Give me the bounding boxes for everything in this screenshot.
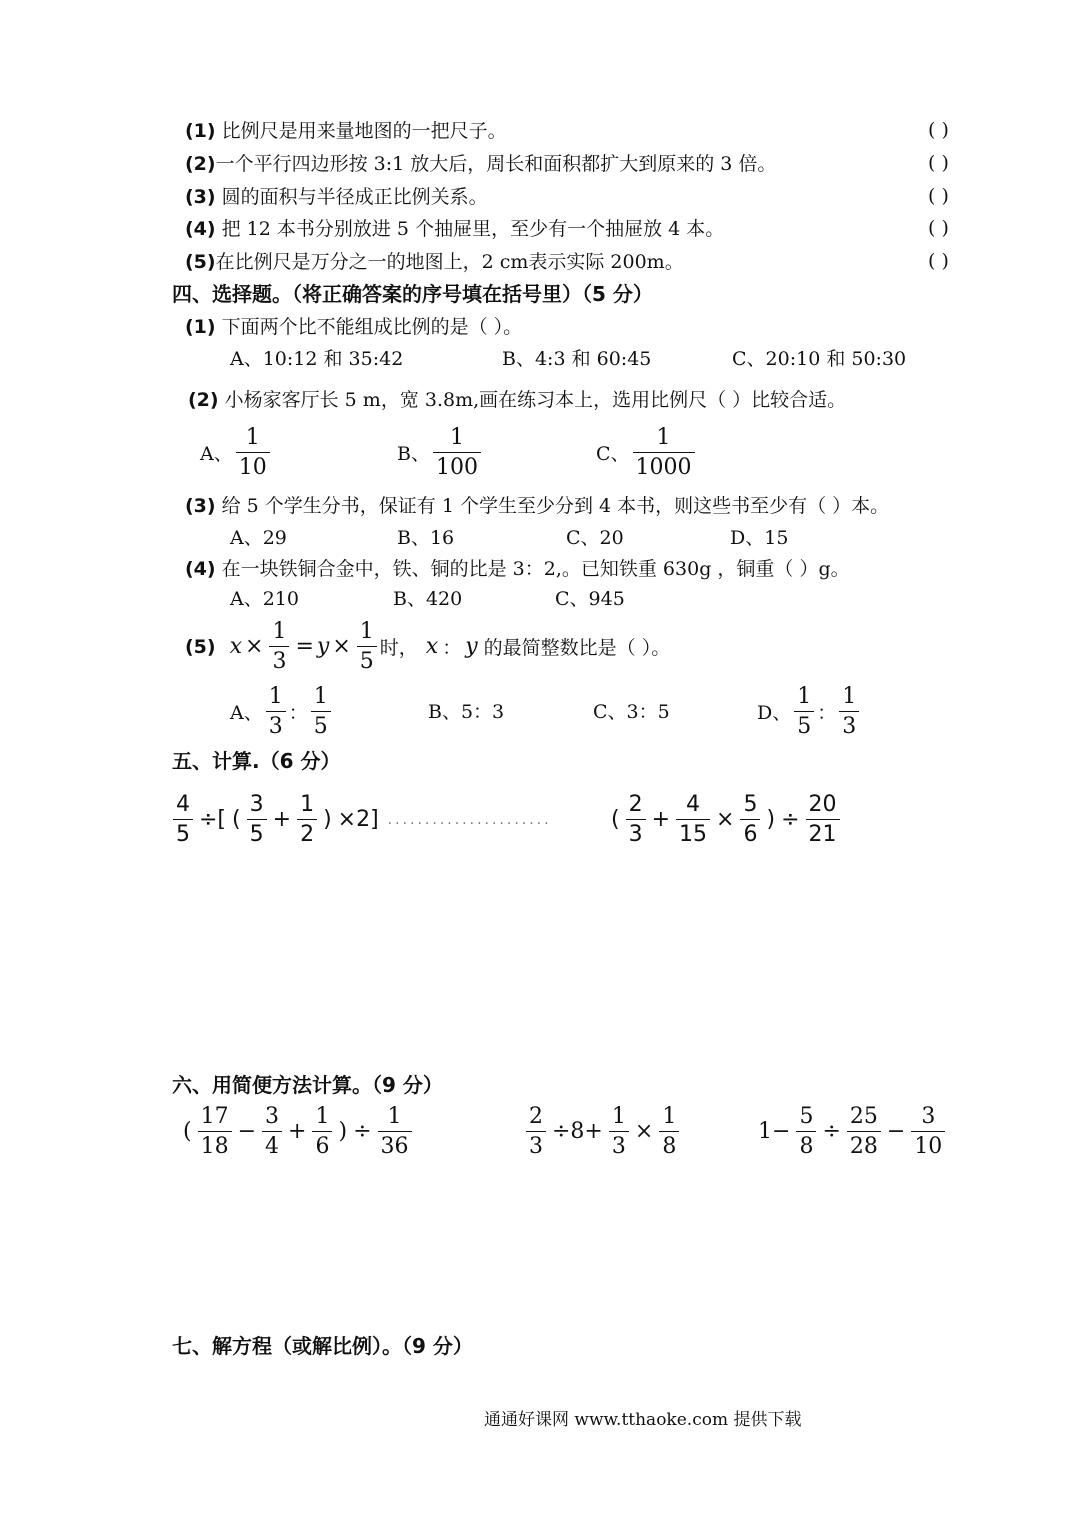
fraction: $\frac{1}{5}$ — [357, 620, 377, 673]
section5-title: 五、计算.（6 分） — [172, 749, 341, 773]
q4-option-c: C、945 — [555, 588, 625, 610]
q4-option-a: A、210 — [230, 588, 299, 610]
q1-option-c: C、20:10 和 50:30 — [732, 348, 907, 370]
fraction: $\frac{25}{28}$ — [847, 1105, 881, 1158]
fraction: $\frac{3}{5}$ — [247, 793, 267, 846]
fraction: $\frac{1}{36}$ — [378, 1105, 412, 1158]
fraction: $\frac{1}{3}$ — [839, 685, 859, 738]
q2-option-c: C、 $\frac{1}{1000}$ — [596, 426, 698, 479]
fraction: $\frac{1}{1000}$ — [633, 426, 695, 479]
judge-paren-1: ( ) — [928, 119, 949, 141]
q3-text: (3) 给 5 个学生分书，保证有 1 个学生至少分到 4 本书，则这些书至少有（ ）本。 — [185, 495, 890, 517]
fraction: $\frac{17}{18}$ — [198, 1105, 232, 1158]
q4-option-b: B、420 — [393, 588, 463, 610]
calc-expression-1: $\frac{4}{5}$ ÷[ ( $\frac{3}{5}$ + $\frac{1}{2}$ ) ×2] ...................... — [170, 793, 552, 846]
q2-text: (2) 小杨家客厅长 5 m，宽 3.8m,画在练习本上，选用比例尺（ ）比较合适。 — [188, 389, 847, 411]
q4-text: (4) 在一块铁铜合金中，铁、铜的比是 3：2,。已知铁重 630g ，铜重（ ）g。 — [185, 558, 850, 580]
simplify-expression-3: 1− $\frac{5}{8}$ ÷ $\frac{25}{28}$ − $\frac{3}{10}$ — [755, 1105, 948, 1158]
fraction: $\frac{1}{10}$ — [236, 426, 270, 479]
section7-title: 七、解方程（或解比例）。（9 分） — [172, 1334, 473, 1358]
q3-option-a: A、29 — [230, 527, 287, 549]
fraction: $\frac{1}{8}$ — [659, 1105, 679, 1158]
fraction: $\frac{1}{3}$ — [269, 620, 289, 673]
q3-option-d: D、15 — [730, 527, 789, 549]
q5-option-b: B、5：3 — [428, 701, 505, 723]
dotted-leader: ...................... — [387, 811, 552, 828]
judge-item-4: (4) 把 12 本书分别放进 5 个抽屉里，至少有一个抽屉放 4 本。 — [185, 218, 725, 240]
footer-text: 通通好课网 www.tthaoke.com 提供下载 — [484, 1410, 802, 1430]
q1-option-b: B、4:3 和 60:45 — [502, 348, 652, 370]
fraction: $\frac{5}{8}$ — [796, 1105, 816, 1158]
judge-item-3: (3) 圆的面积与半径成正比例关系。 — [185, 186, 488, 208]
fraction: $\frac{1}{3}$ — [609, 1105, 629, 1158]
simplify-expression-1: ( $\frac{17}{18}$ − $\frac{3}{4}$ + $\frac{1}{6}$ ) ÷ $\frac{1}{36}$ — [180, 1105, 415, 1158]
fraction: $\frac{1}{6}$ — [312, 1105, 332, 1158]
judge-paren-3: ( ) — [928, 185, 949, 207]
fraction: $\frac{1}{2}$ — [297, 793, 317, 846]
judge-item-5: (5)在比例尺是万分之一的地图上，2 cm表示实际 200m。 — [185, 251, 684, 273]
fraction: $\frac{4}{5}$ — [173, 793, 193, 846]
q5-option-c: C、3：5 — [593, 701, 670, 723]
calc-expression-2: ( $\frac{2}{3}$ + $\frac{4}{15}$ × $\frac{5}{6}$ ) ÷ $\frac{20}{21}$ — [608, 793, 843, 846]
section4-title: 四、选择题。（将正确答案的序号填在括号里）（5 分） — [172, 282, 653, 306]
fraction: $\frac{1}{100}$ — [433, 426, 481, 479]
q5-option-a: A、 $\frac{1}{3}$ ： $\frac{1}{5}$ — [230, 685, 334, 738]
judge-item-1: (1) 比例尺是用来量地图的一把尺子。 — [185, 120, 507, 142]
q5-text: (5) x × $\frac{1}{3}$ = y × $\frac{1}{5}$ 时， x ： y 的最简整数比是（ ）。 — [185, 619, 671, 675]
q2-option-a: A、 $\frac{1}{10}$ — [200, 426, 273, 479]
fraction: $\frac{2}{3}$ — [626, 793, 646, 846]
simplify-expression-2: $\frac{2}{3}$ ÷8+ $\frac{1}{3}$ × $\frac{1}{8}$ — [523, 1105, 682, 1158]
q5-option-d: D、 $\frac{1}{5}$ ： $\frac{1}{3}$ — [757, 685, 862, 738]
fraction: $\frac{3}{4}$ — [262, 1105, 282, 1158]
q1-option-a: A、10:12 和 35:42 — [230, 348, 404, 370]
q3-option-c: C、20 — [566, 527, 624, 549]
fraction: $\frac{1}{5}$ — [794, 685, 814, 738]
q1-text: (1) 下面两个比不能组成比例的是（ ）。 — [185, 316, 523, 338]
fraction: $\frac{3}{10}$ — [911, 1105, 945, 1158]
fraction: $\frac{1}{3}$ — [266, 685, 286, 738]
fraction: $\frac{4}{15}$ — [676, 793, 710, 846]
section6-title: 六、用简便方法计算。（9 分） — [172, 1073, 443, 1097]
q3-option-b: B、16 — [397, 527, 455, 549]
judge-paren-4: ( ) — [928, 217, 949, 239]
judge-item-2: (2)一个平行四边形按 3:1 放大后，周长和面积都扩大到原来的 3 倍。 — [185, 153, 777, 175]
fraction: $\frac{2}{3}$ — [526, 1105, 546, 1158]
fraction: $\frac{5}{6}$ — [740, 793, 760, 846]
judge-paren-5: ( ) — [928, 250, 949, 272]
fraction: $\frac{20}{21}$ — [806, 793, 840, 846]
fraction: $\frac{1}{5}$ — [311, 685, 331, 738]
q2-option-b: B、 $\frac{1}{100}$ — [397, 426, 484, 479]
judge-paren-2: ( ) — [928, 152, 949, 174]
